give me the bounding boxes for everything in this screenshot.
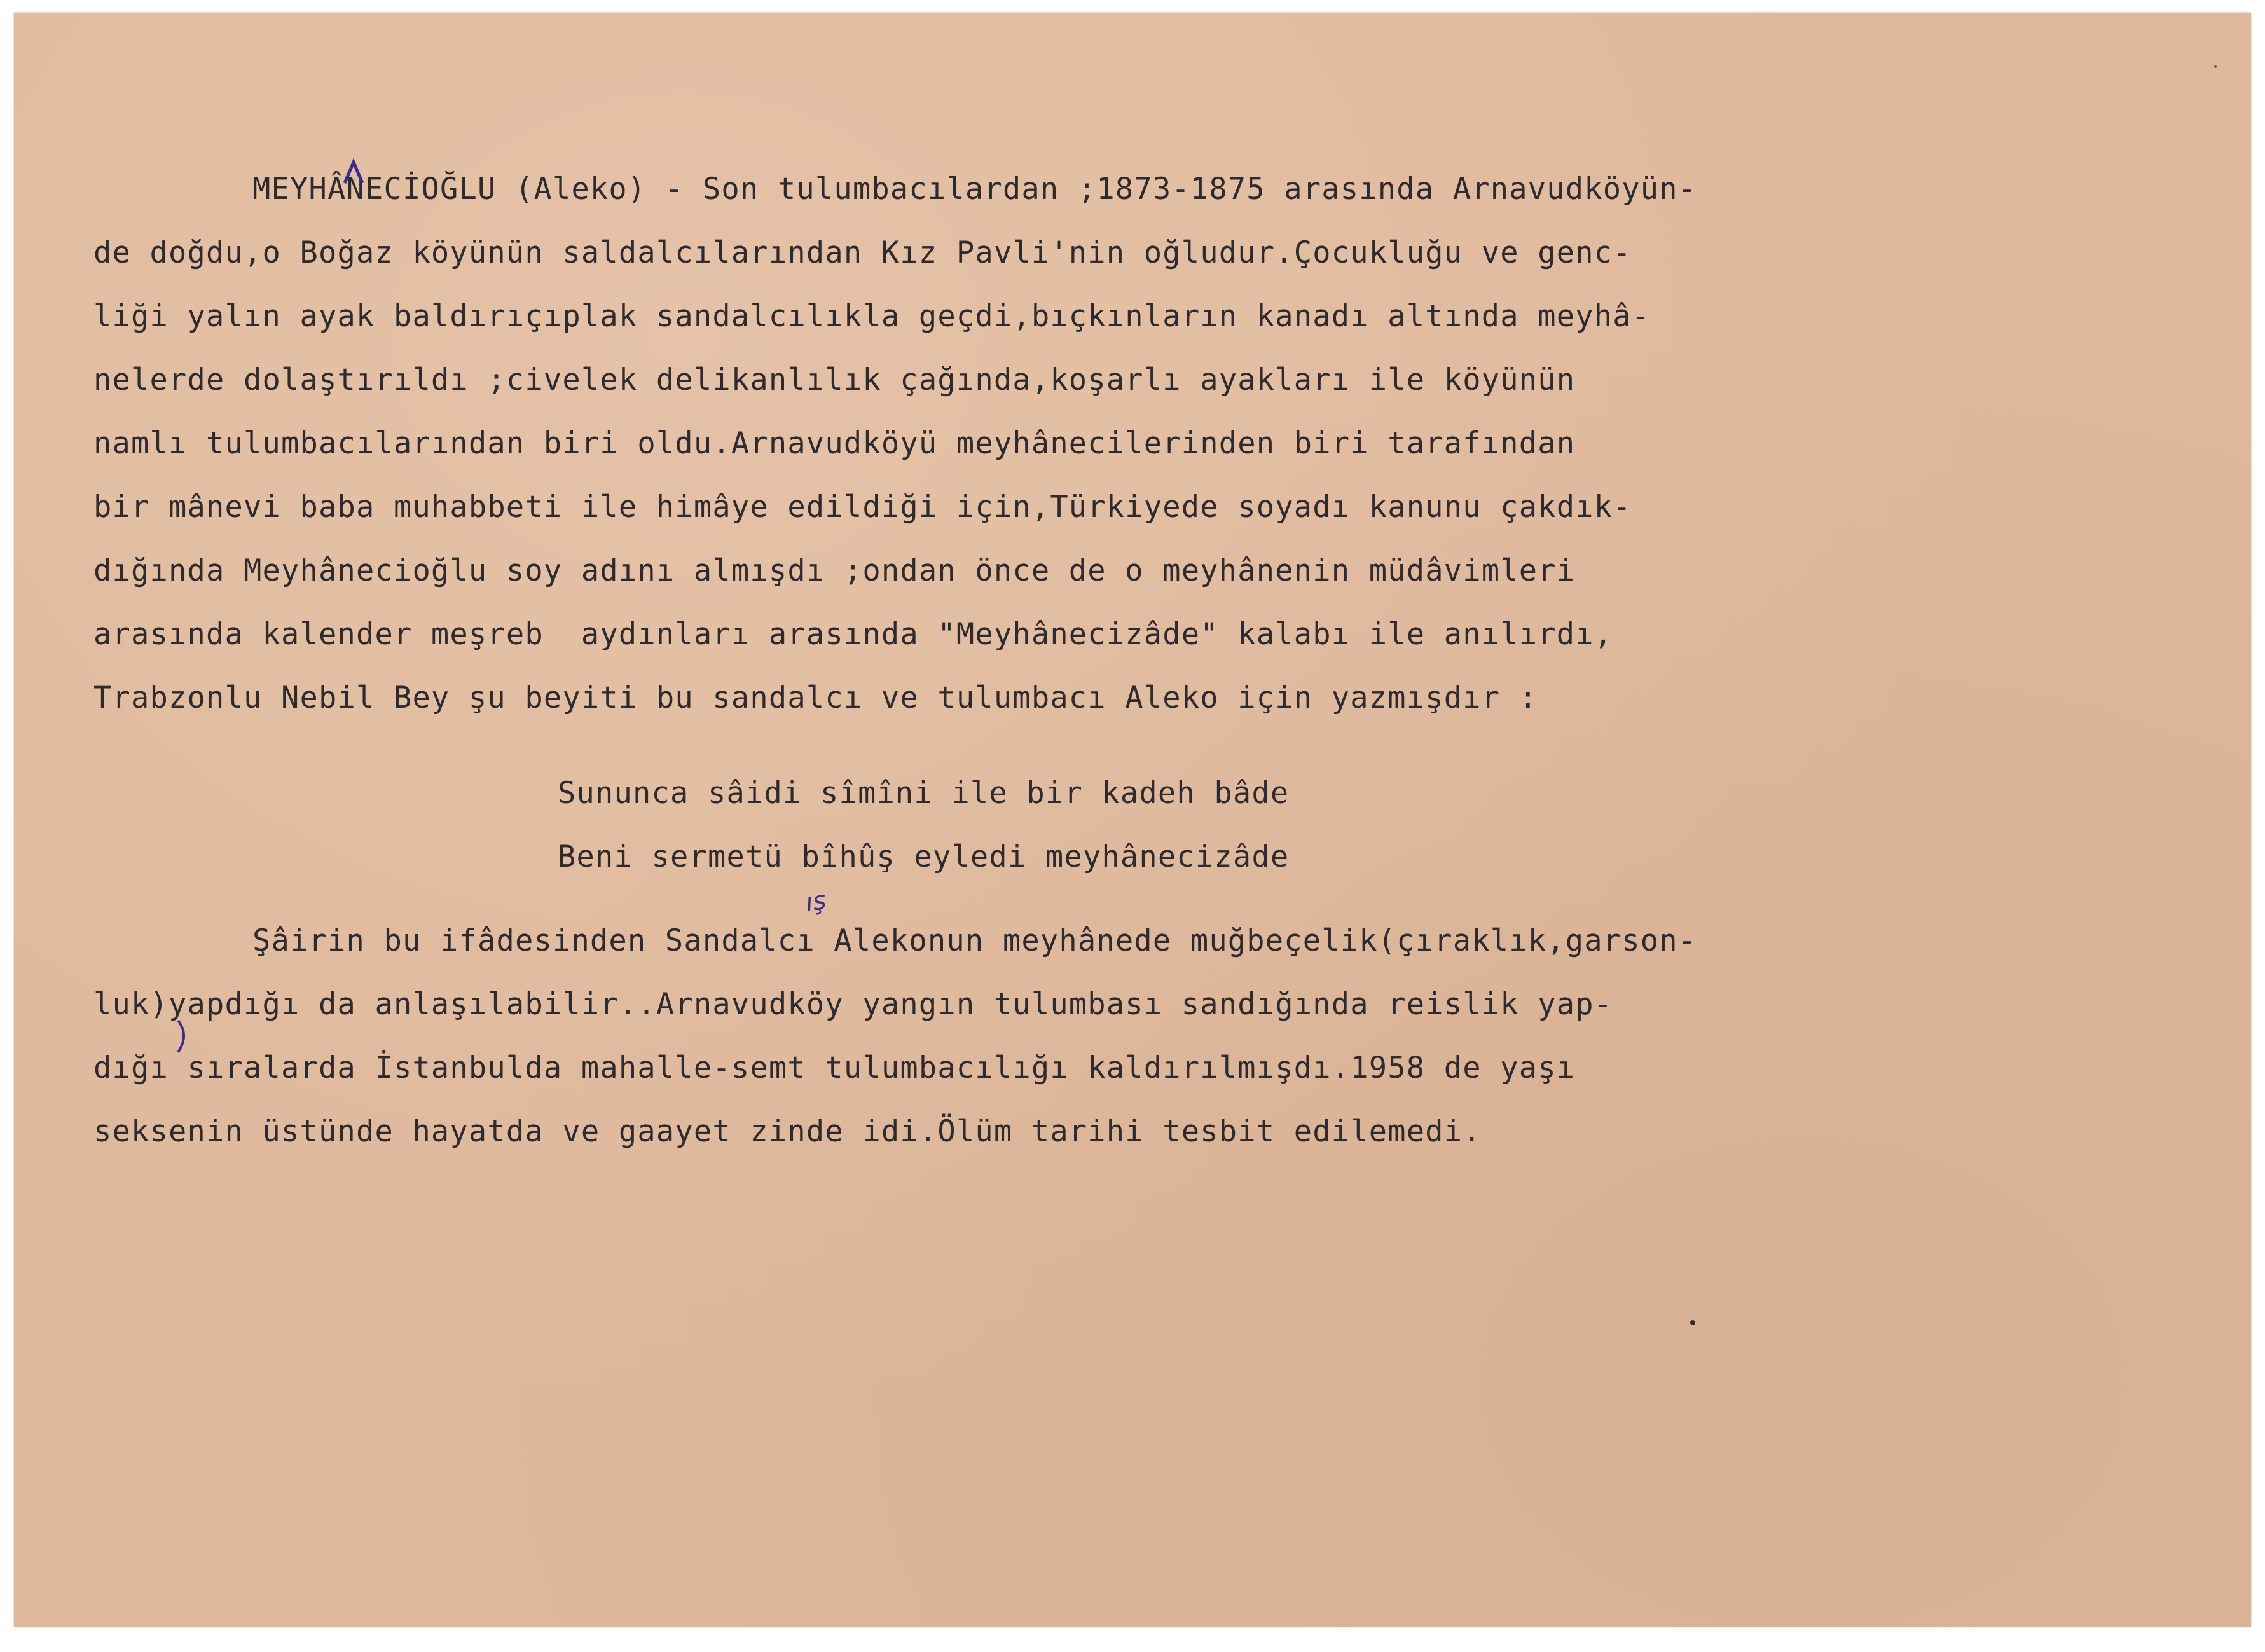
paragraph-1-line-2: de doğdu,o Boğaz köyünün saldalcılarından Kız Pavli'nin oğludur.Çocukluğu ve genc- xyxy=(93,235,1632,270)
typed-index-card xyxy=(14,13,2251,1627)
ink-caret-mark xyxy=(345,162,362,183)
paragraph-2-line-4: seksenin üstünde hayatda ve gaayet zinde idi.Ölüm tarihi tesbit edilemedi. xyxy=(93,1114,1482,1149)
ink-marks xyxy=(14,13,2251,1627)
paper-speck xyxy=(1690,1320,1695,1325)
ink-bracket-mark xyxy=(178,1021,184,1052)
paragraph-1-line-6: bir mânevi baba muhabbeti ile himâye edildiği için,Türkiyede soyadı kanunu çakdık- xyxy=(93,490,1632,525)
paper-speck xyxy=(2214,65,2217,68)
paragraph-1-line-9: Trabzonlu Nebil Bey şu beyiti bu sandalcı ve tulumbacı Aleko için yazmışdır : xyxy=(93,680,1538,715)
paragraph-2-line-3: dığı sıralarda İstanbulda mahalle-semt tulumbacılığı kaldırılmışdı.1958 de yaşı xyxy=(93,1050,1576,1085)
paragraph-2-line-2: luk)yapdığı da anlaşılabilir..Arnavudköy yangın tulumbası sandığında reislik yap- xyxy=(93,987,1613,1022)
verse-line-2: Beni sermetü bîhûş eyledi meyhânecizâde xyxy=(558,839,1290,874)
paragraph-1-line-3: liği yalın ayak baldırıçıplak sandalcılıkla geçdi,bıçkınların kanadı altında meyhâ- xyxy=(93,299,1651,334)
paragraph-1-line-7: dığında Meyhânecioğlu soy adını almışdı ;ondan önce de o meyhânenin müdâvimleri xyxy=(93,553,1576,588)
paragraph-2-line-1: Şâirin bu ifâdesinden Sandalcı Alekonun meyhânede muğbeçelik(çıraklık,garson- xyxy=(252,923,1697,958)
verse-line-1: Sununca sâidi sîmîni ile bir kadeh bâde xyxy=(558,776,1290,811)
handwritten-correction: ış xyxy=(803,886,828,918)
paragraph-1-line-5: namlı tulumbacılarından biri oldu.Arnavudköyü meyhânecilerinden biri tarafından xyxy=(93,426,1576,461)
paragraph-1-line-4: nelerde dolaştırıldı ;civelek delikanlılık çağında,koşarlı ayakları ile köyünün xyxy=(93,362,1576,397)
paragraph-1-line-1: MEYHÂNECİOĞLU (Aleko) - Son tulumbacılardan ;1873-1875 arasında Arnavudköyün- xyxy=(252,172,1697,207)
paragraph-1-line-8: arasında kalender meşreb aydınları arasında "Meyhânecizâde" kalabı ile anılırdı, xyxy=(93,617,1613,652)
